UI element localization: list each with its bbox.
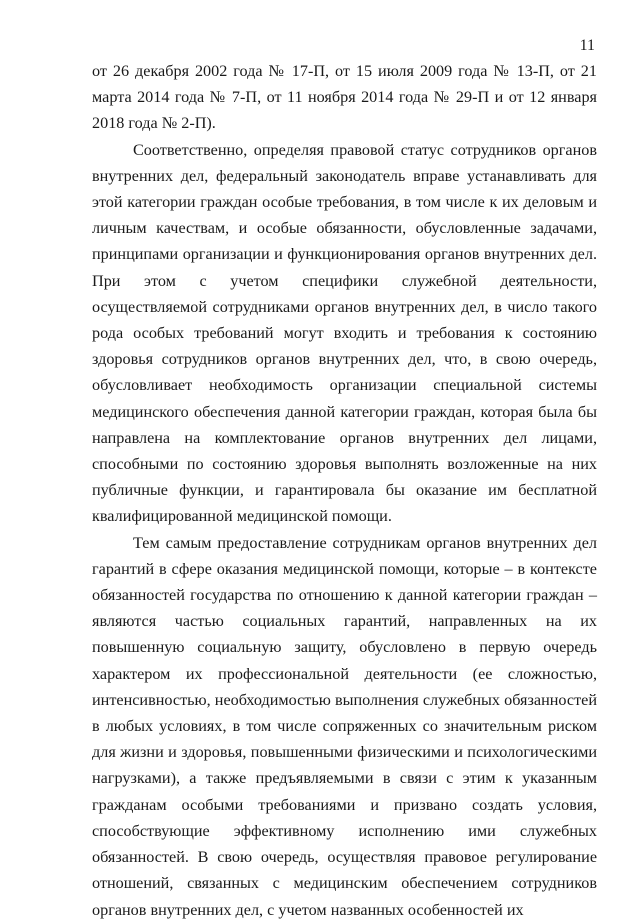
document-body: [92, 58, 597, 923]
page-number: 11: [579, 37, 595, 54]
paragraph-continuation: от 26 декабря 2002 года № 17-П, от 15 июля 2009 года № 13-П, от 21 марта 2014 года № 7-П, от 11 ноября 2014 года № 29-П и от 12 января 2018 года № 2-П).: [92, 62, 597, 133]
paragraph-medical-guarantees: Тем самым предоставление сотрудникам органов внутренних дел гарантий в сфере оказания медицинской помощи, которые – в контексте обязанностей государства по отношению к данной категории граждан – являются частью социальных гарантий, направленных на их повышенную социальную защиту, обусловлено в первую очередь характером их профессиональной деятельности (ее сложностью, интенсивностью, необходимостью выполнения служебных обязанностей в любых условиях, в том числе сопряженных со значительным риском для жизни и здоровья, повышенными физическими и психологическими нагрузками), а также предъявляемыми в связи с этим к указанным гражданам особыми требованиями и призвано создать условия, способствующие эффективному исполнению ими служебных обязанностей. В свою очередь, осуществляя правовое регулирование отношений, связанных с медицинским обеспечением сотрудников органов внутренних дел, с учетом названных особенностей их: [92, 533, 597, 919]
paragraph-legal-status: Соответственно, определяя правовой статус сотрудников органов внутренних дел, федеральный законодатель вправе устанавливать для этой категории граждан особые требования, в том числе к их деловым и личным качествам, и особые обязанности, обусловленные задачами, принципами организации и функционирования органов внутренних дел. При этом с учетом специфики служебной деятельности, осуществляемой сотрудниками органов внутренних дел, в число такого рода особых требований могут входить и требования к состоянию здоровья сотрудников органов внутренних дел, что, в свою очередь, обусловливает необходимость организации специальной системы медицинского обеспечения данной категории граждан, которая была бы направлена на комплектование органов внутренних дел лицами, способными по состоянию здоровья выполнять возложенные на них публичные функции, и гарантировала бы оказание им бесплатной квалифицированной медицинской помощи.: [92, 140, 597, 526]
